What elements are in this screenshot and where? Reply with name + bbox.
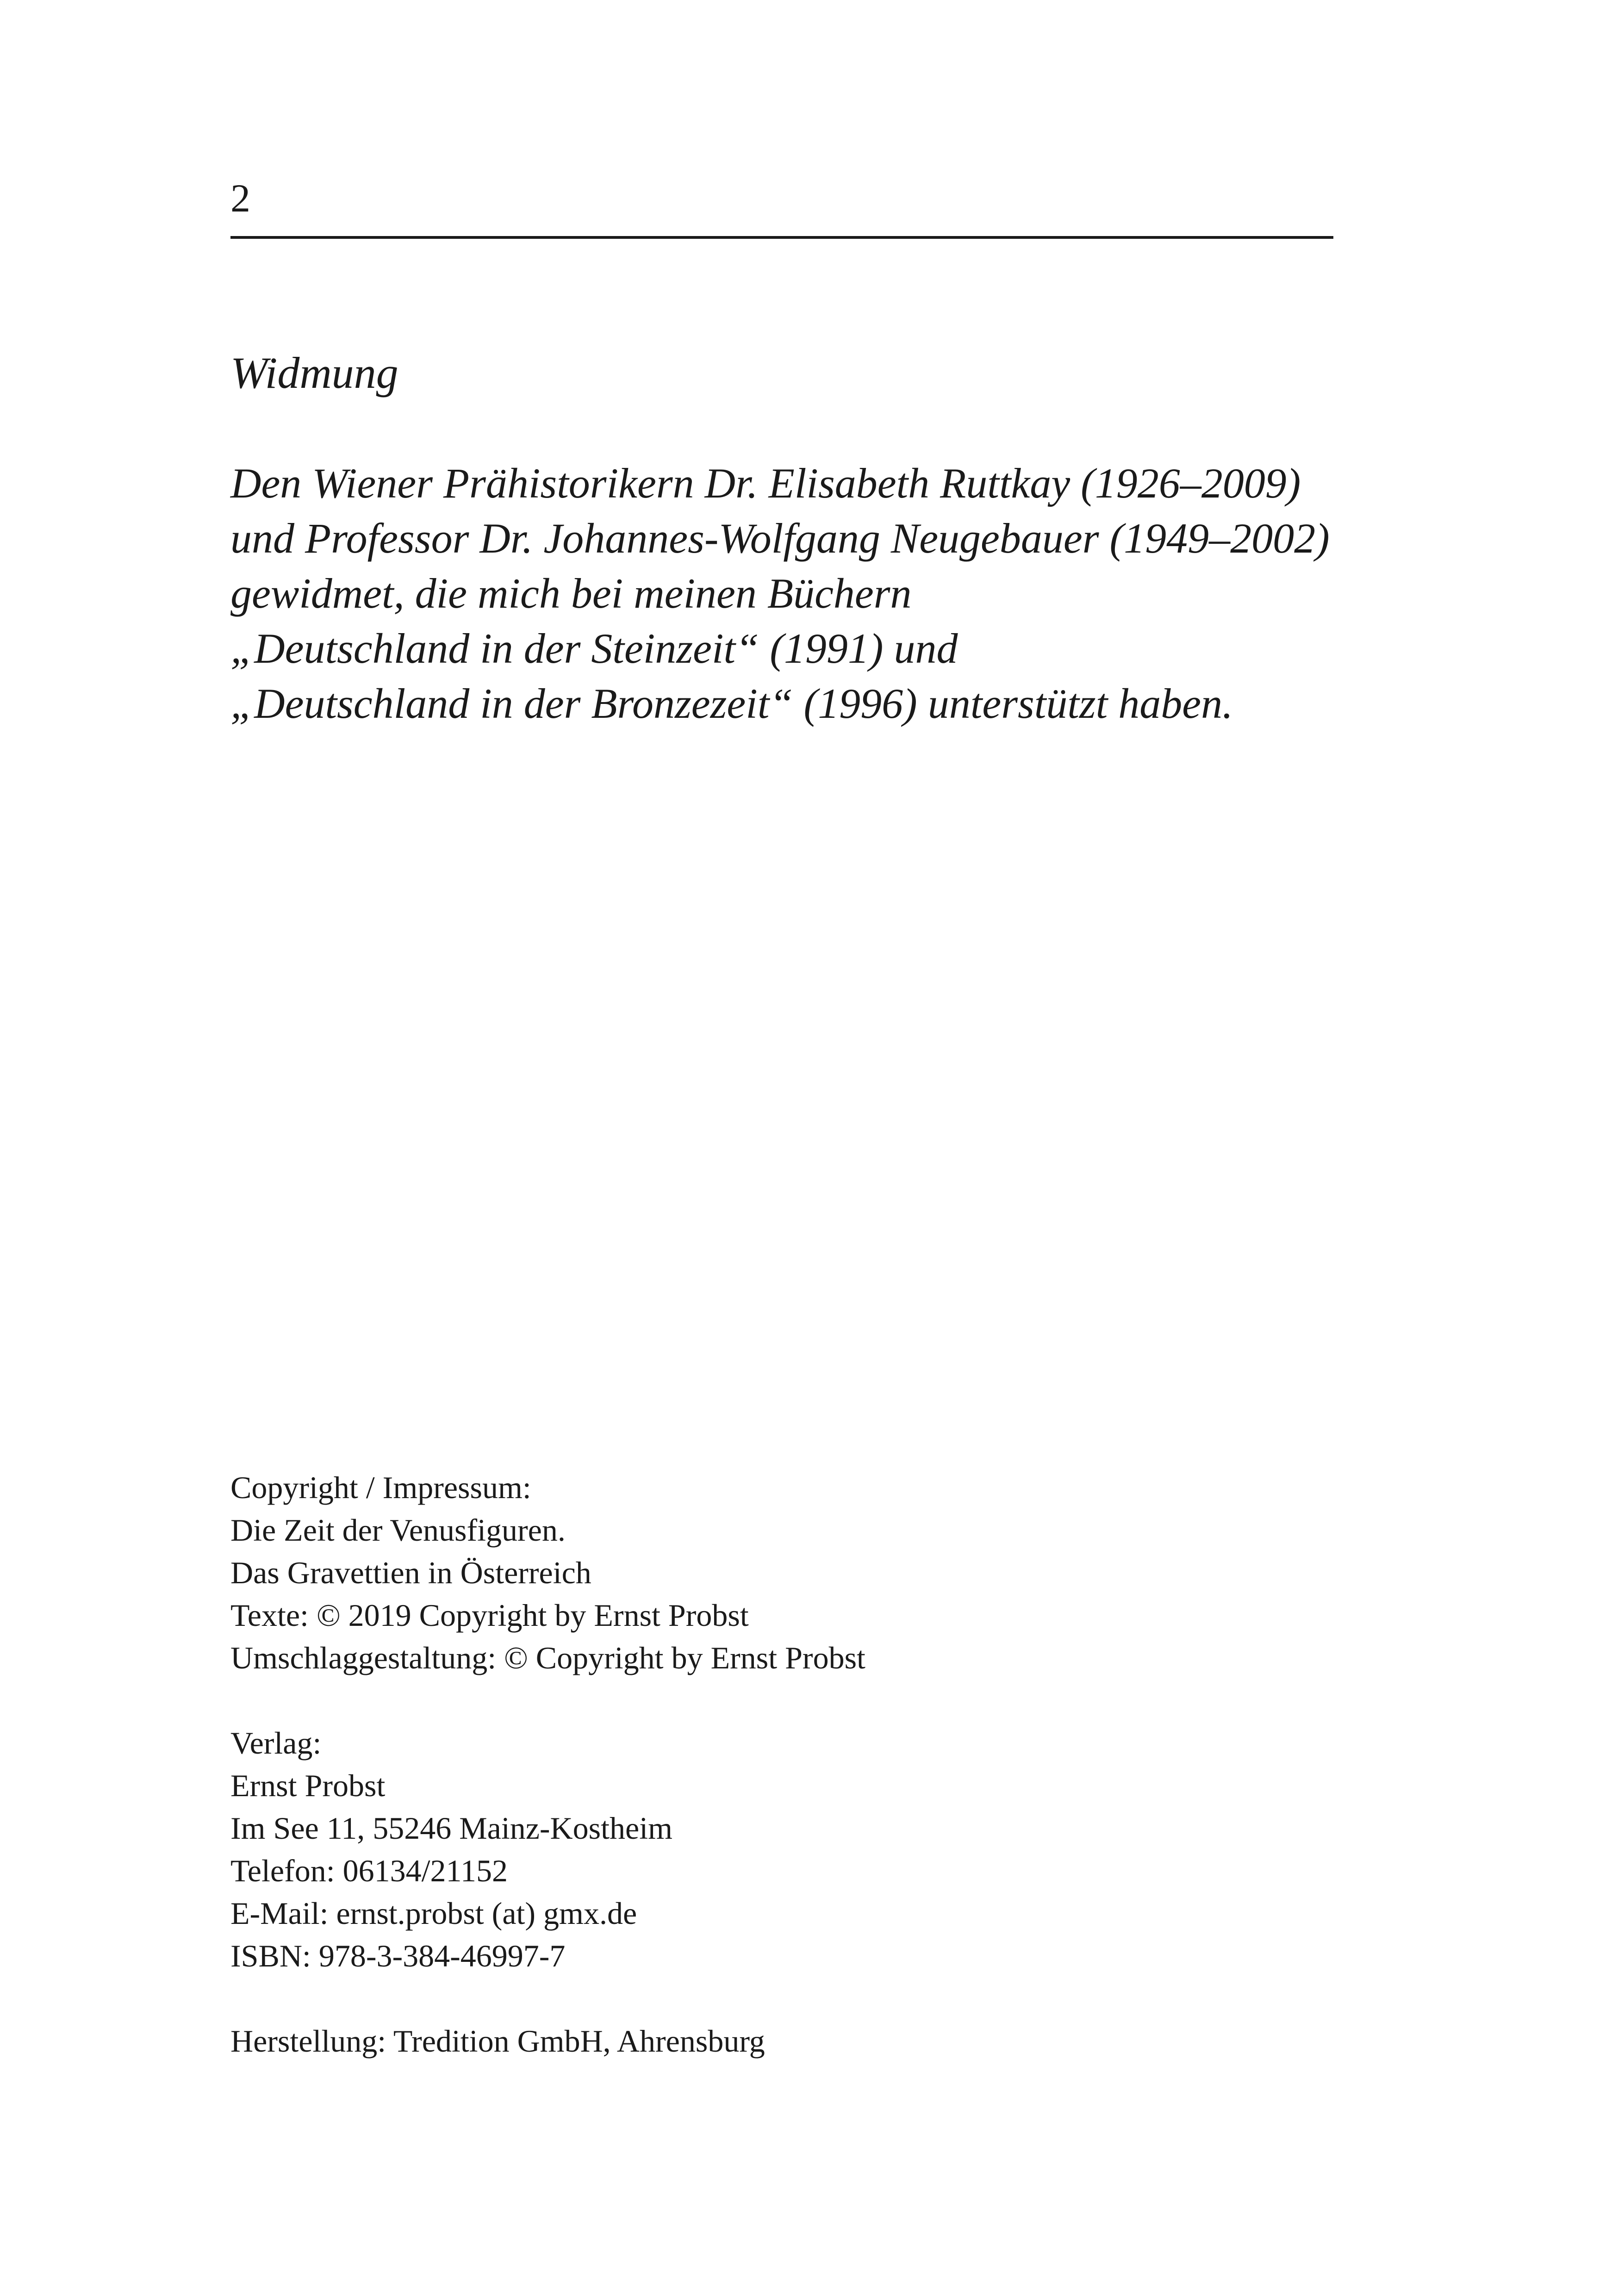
imprint <box>230 1466 865 2062</box>
spacer <box>230 1679 865 1722</box>
dedication-line: Den Wiener Prähistorikern Dr. Elisabeth Ruttkay (1926–2009) <box>230 460 1301 507</box>
production-line: Herstellung: Tredition GmbH, Ahrensburg <box>230 2023 765 2059</box>
publisher-line: Telefon: 06134/21152 <box>230 1853 508 1888</box>
imprint-line: Die Zeit der Venusfiguren. <box>230 1512 566 1548</box>
spacer <box>230 1977 865 2020</box>
page-number: 2 <box>230 176 250 220</box>
imprint-line: Das Gravettien in Österreich <box>230 1555 591 1590</box>
imprint-line: Copyright / Impressum: <box>230 1470 531 1505</box>
dedication-line: „Deutschland in der Bronzezeit“ (1996) unterstützt haben. <box>230 680 1233 727</box>
dedication-line: gewidmet, die mich bei meinen Büchern <box>230 570 912 617</box>
publisher-line: E-Mail: ernst.probst (at) gmx.de <box>230 1896 637 1931</box>
publisher-line: ISBN: 978-3-384-46997-7 <box>230 1938 566 1973</box>
dedication-line: und Professor Dr. Johannes-Wolfgang Neugebauer (1949–2002) <box>230 515 1330 562</box>
publisher-line: Verlag: <box>230 1725 322 1761</box>
dedication-text <box>230 456 1330 731</box>
dedication-title: Widmung <box>230 348 398 398</box>
header-rule <box>230 236 1333 239</box>
publisher-line: Im See 11, 55246 Mainz-Kostheim <box>230 1811 672 1846</box>
imprint-line: Umschlaggestaltung: © Copyright by Ernst Probst <box>230 1640 865 1675</box>
dedication-line: „Deutschland in der Steinzeit“ (1991) und <box>230 625 958 672</box>
publisher-line: Ernst Probst <box>230 1768 386 1803</box>
imprint-line: Texte: © 2019 Copyright by Ernst Probst <box>230 1598 749 1633</box>
